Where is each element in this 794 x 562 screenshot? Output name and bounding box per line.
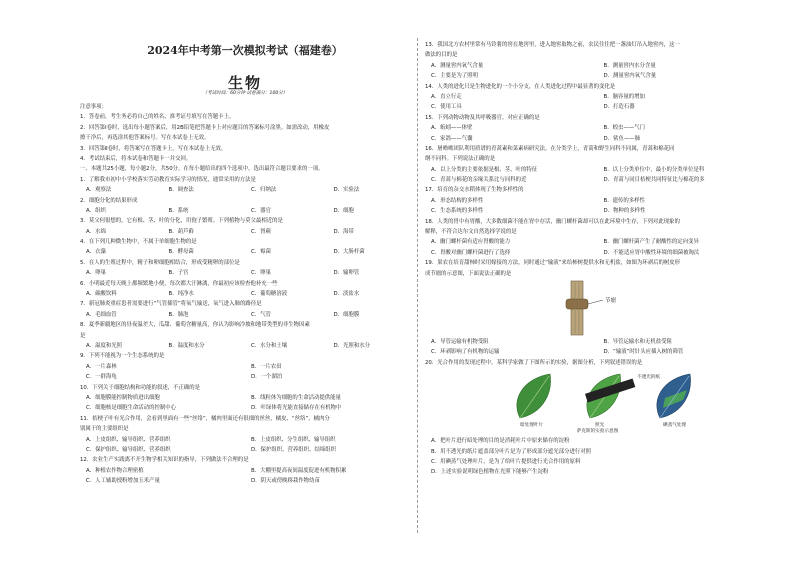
option: C．青蒿与棉花的亲缘关系比与同科的近: [431, 177, 527, 184]
option: D．细胞膜: [333, 311, 360, 318]
question-options: [425, 175, 770, 185]
question-options: [80, 362, 410, 372]
option: B．子宫: [168, 270, 189, 277]
option: C．卵巢: [251, 270, 271, 277]
question-options: [425, 337, 770, 347]
question-options: [425, 347, 770, 357]
option: A．把叶片进行暗处理的目的是消耗叶片中原来储存的淀粉: [431, 438, 570, 445]
option: B．一片农田: [251, 363, 282, 370]
question-options: [80, 393, 410, 403]
question-stem: 15．下列动物动物及其呼吸器官，对应正确的是: [425, 114, 540, 121]
option: C．霉菌: [251, 249, 271, 256]
question-options: [80, 476, 410, 486]
question-options: [425, 92, 770, 102]
question-options: [80, 206, 410, 216]
option: C．细胞核是细胞生命活动的控制中心: [86, 405, 177, 412]
option: D．青蒿与同目桔梗共同特征比与棉花的多: [603, 177, 705, 184]
option: A．种植农作物合理密植: [86, 467, 144, 474]
option: D．淡盐水: [333, 291, 360, 298]
option: D．测量窖内氧气含量: [603, 73, 657, 80]
option: D．鲨鱼——肺: [603, 135, 640, 142]
leaf-dark-icon: [517, 374, 551, 418]
option: B．酵母菌: [168, 249, 194, 256]
question-options: [425, 206, 770, 216]
question-stem: 13．我国北方农村里常有马铃薯的窖在地窖里，进入地窖取物之前，农民往往把一盏油灯吊入地窖内，这一: [425, 42, 680, 48]
question-options: [425, 61, 770, 71]
option: D．细胞: [333, 207, 354, 214]
option: B．调查法: [168, 187, 194, 194]
question-options: [425, 123, 770, 133]
option: A．衣藻: [86, 249, 106, 256]
leaf-experiment-figure: [425, 368, 770, 428]
question-options: [80, 247, 410, 257]
note-line: 1．答卷前，考生务必将自己的姓名、准考证号填写在答题卡上。: [80, 114, 235, 121]
option: B．脑容量的增加: [603, 93, 645, 100]
option: D．上述实验说明绿色植物在光照下能够产生淀粉: [431, 469, 549, 476]
option: A．幽门螺杆菌有适应胃酸的能力: [431, 239, 511, 246]
option: D．输卵管: [333, 270, 360, 277]
question-stem: 2．细胞分化的结果形成: [80, 197, 138, 204]
option: C．主要是为了照明: [431, 73, 478, 80]
note-line: 擦干净后，再选涂其他答案标号。写在本试卷上无效。: [80, 135, 210, 142]
leaf-light-icon: [585, 374, 635, 418]
option: B．上皮组织、分生组织、输导组织: [251, 436, 336, 443]
option: C．使用工具: [431, 104, 462, 111]
exam-title: 2024年中考第一次模拟考试（福建卷）: [147, 44, 343, 57]
option: D．物种的多样性: [603, 208, 646, 215]
option: B．肺泡: [168, 311, 189, 318]
fig-label-iodine: 碘蒸气处理: [663, 423, 686, 429]
option: D．实验法: [333, 187, 360, 194]
option: D．海带: [333, 228, 354, 235]
question-stem: 12．农业生产实践离不开生物学相关知识的指导，下列做法不合理的是: [80, 457, 249, 464]
option: B．温度和水分: [168, 342, 205, 349]
question-options: [425, 237, 770, 247]
option: D．一个湖泊: [251, 374, 283, 381]
option: C．生态系统的多样性: [431, 208, 484, 215]
right-body: [425, 40, 770, 478]
question-stem: 1．了解我市初中小学校落实劳动教育实际学习的情况，通常采用的方法是: [80, 176, 256, 183]
question-options: [425, 457, 770, 467]
tree-trunk-illustration: [425, 279, 770, 337]
option: D．大肠杆菌: [333, 249, 365, 256]
option: B．用不透光的纸片遮盖部分叶片是为了形成部分遮光部分进行对照: [431, 448, 592, 455]
option: B．纯净水: [168, 291, 194, 298]
option: B．遗传的多样性: [603, 197, 645, 204]
question-stem-cont: 是: [80, 332, 86, 339]
option: B．导管运输水和无机盐受阻: [603, 338, 672, 345]
fig-label-node: 节瘤: [605, 297, 617, 304]
option: A．水绵: [86, 228, 106, 235]
option: A．以上分类的主要依据是根、茎、叶的特征: [431, 166, 538, 173]
option: B．以上分类单位中，最小的分类单位是科: [603, 166, 705, 173]
tree-ring-figure: [425, 279, 770, 337]
note-line: 2．回答第Ⅰ卷时，选出每小题答案后，用2B铅笔把答题卡上对应题目的答案标号涂黑。如需改动，用橡皮: [80, 124, 330, 131]
option: B．蝗虫——气门: [603, 125, 645, 132]
question-stem: 5．在人的生殖过程中，精子和卵细胞相结合，形成受精卵的部位是: [80, 259, 240, 266]
option: B．大棚里提高夜间温度促进有机物积累: [251, 467, 347, 474]
option: D．保护组织、营养组织、结缔组织: [251, 446, 337, 453]
question-stem: 11．桔梗子叶有光合作用，会看到里面有一些“丝络”，橘肉里面还有很细的丝丝，橘皮、“丝络”、橘肉分: [80, 415, 330, 422]
question-stem-cont: 别属于的主要组织是: [80, 426, 129, 433]
option: C．人工辅助授粉增加玉米产量: [86, 478, 160, 485]
option: A．细胞膜能控制物质进出细胞: [86, 394, 160, 401]
option: C．一群海龟: [86, 374, 117, 381]
question-stem: 17．培育的杂交水稻体现了生物多样性的: [425, 187, 524, 194]
option: D．打造石器: [603, 104, 635, 111]
column-divider: [417, 38, 418, 533]
question-options: [80, 289, 410, 299]
left-body: [80, 102, 410, 486]
option: B．葫芦藓: [168, 228, 194, 235]
question-options: [80, 445, 410, 455]
question-options: [80, 268, 410, 278]
option: A．温度和光照: [86, 342, 123, 349]
question-stem: 9．下列不能视为一个生态系统的是: [80, 353, 165, 360]
option: A．导管运输有机物受阻: [431, 338, 489, 345]
question-options: [425, 134, 770, 144]
option: A．形态结构的多样性: [431, 197, 484, 204]
question-stem: 6．小明最近每天晚上都频繁地小便，每次都大汗淋漓，你最初应该检查他补充一些: [80, 280, 278, 287]
question-options: [425, 102, 770, 112]
option: B．测量窖内水分含量: [603, 62, 656, 69]
option: C．水分和土壤: [251, 342, 288, 349]
question-stem: 7．新冠肺炎重症患者需要进行“气管插管”将氧气输送，氧气进入肺的路径是: [80, 301, 262, 308]
option: C．用碘蒸气处理叶片，是为了给叶片提供进行光合作用的原料: [431, 458, 581, 465]
option: C．胃酸对幽门螺杆菌进行了选择: [431, 249, 511, 256]
option: A．毛细血管: [86, 311, 117, 318]
question-stem: 8．夏季新疆地区的昼夜温差大，瓜甜、葡萄含糖量高，你认为影响冷坡和地带类型的非生物因素: [80, 322, 310, 329]
option: A．一片森林: [86, 363, 117, 370]
exam-meta: （考试时间：60分钟 试卷满分：100分）: [202, 91, 288, 96]
question-stem-cont: 做法的目的是: [425, 52, 458, 59]
option: C．环剥影响了有机物的运输: [431, 349, 500, 356]
question-options: [425, 436, 770, 446]
figure-caption: 萨克斯的实验示意图: [576, 429, 619, 435]
question-stem: 3．莫父何很想的，它有根、茎、叶的分化，用孢子繁殖。下列植物与莫父最相近的是: [80, 218, 283, 225]
section-heading: 一、本题共25小题，每小题2分，共50分。在每小题给出的四个选项中，选出最符合题目要求的一项。: [80, 166, 324, 173]
question-options: [425, 196, 770, 206]
question-options: [80, 341, 410, 351]
option: C．家鸽——气囊: [431, 135, 473, 142]
question-stem: 14．人类的进化只是生物进化的一个小分支，在人类进化过程中最显著的变化是: [425, 83, 616, 90]
question-stem: 16．屠呦呦团队利用质谱的青蒿素和菜素病研究法。在分类学上，青蒿和野生同科不同属，青蒿和棉花同: [425, 145, 675, 152]
fig-label-dark: 暗处理叶片: [520, 423, 543, 429]
question-stem: 18．人类的胃中有胃酸，大多数细菌不能在胃中存活，幽门螺杆菌却可以在此环境中生存，下列对此现象的: [425, 218, 680, 225]
option: C．保护组织、输导组织、营养组织: [86, 446, 171, 453]
question-stem-cont: 解释，不符合达尔文自然选择学说的是: [425, 229, 517, 236]
option: C．气管: [251, 311, 271, 318]
notes-title: 注意事项：: [80, 104, 107, 110]
question-stem-cont: 成节瘤的示意图，下面说法正确的是: [425, 270, 512, 277]
question-options: [80, 403, 410, 413]
option: D．阴天或傍晚移栽作物幼苗: [251, 478, 320, 485]
fig-label-light: 照光: [595, 423, 605, 429]
question-options: [425, 248, 770, 258]
option: D．“输液”时针头应插入树的筛管: [603, 349, 684, 356]
question-options: [80, 227, 410, 237]
question-options: [80, 435, 410, 445]
question-options: [80, 372, 410, 382]
question-stem: 19．果农在培育甜柿时采用嫁接的方法，同时通过“输液”来给柿树提供水和无机盐，如图为环剥后的树皮形: [425, 260, 681, 267]
question-options: [425, 447, 770, 457]
question-stem-cont: 纲不同科。下列说法正确的是: [425, 156, 496, 163]
question-stem: 20．光合作用的发现过程中，某科学家做了下图所示的实验，据图分析，下列叙述错误的是: [425, 359, 643, 366]
question-options: [425, 467, 770, 477]
question-stem: 10．下列关于细胞结构和功能的叙述，不正确的是: [80, 384, 201, 391]
subject-title: 生物: [227, 74, 262, 92]
question-options: [425, 165, 770, 175]
option: B．系统: [168, 207, 189, 214]
question-options: [425, 71, 770, 81]
question-stem: 4．在下列几种微生物中，不属于单细胞生物的是: [80, 239, 197, 246]
note-line: 3．回答第Ⅱ卷时，将答案写在答题卡上。写在本试卷上无效。: [80, 145, 227, 152]
left-column: [80, 0, 410, 562]
question-options: [80, 185, 410, 195]
leaf-experiment-illustration: [425, 368, 770, 428]
right-column: [425, 0, 770, 562]
option: B．幽门螺杆菌产生了耐酸性的定向变异: [603, 239, 699, 246]
option: A．直立行走: [431, 93, 462, 100]
option: C．葡萄糖溶液: [251, 291, 288, 298]
question-options: [80, 310, 410, 320]
note-line: 4．考试结束后，将本试卷和答题卡一并交回。: [80, 155, 192, 162]
fig-label-cover: 不透光的纸: [637, 375, 660, 381]
option: A．上皮组织、输导组织、营养组织: [86, 436, 171, 443]
option: C．肾蕨: [251, 228, 271, 235]
option: D．叶绿体将光能直接储存在有机物中: [251, 405, 342, 412]
question-options: [80, 466, 410, 476]
option: A．测量窖内氧气含量: [431, 62, 484, 69]
option: B．线粒体为细胞的生命活动提供能量: [251, 394, 341, 401]
option: D．不能适应胃中酸性环境的细菌被淘汰: [603, 249, 700, 256]
leaf-iodine-icon: [657, 374, 691, 418]
option: D．光照和水分: [333, 342, 370, 349]
option: A．碳酸饮料: [86, 291, 117, 298]
option: A．卵巢: [86, 270, 106, 277]
option: C．器官: [251, 207, 271, 214]
option: A．蚯蚓——体壁: [431, 125, 473, 132]
option: A．观察法: [86, 187, 112, 194]
option: A．组织: [86, 207, 106, 214]
option: C．归纳法: [251, 187, 277, 194]
